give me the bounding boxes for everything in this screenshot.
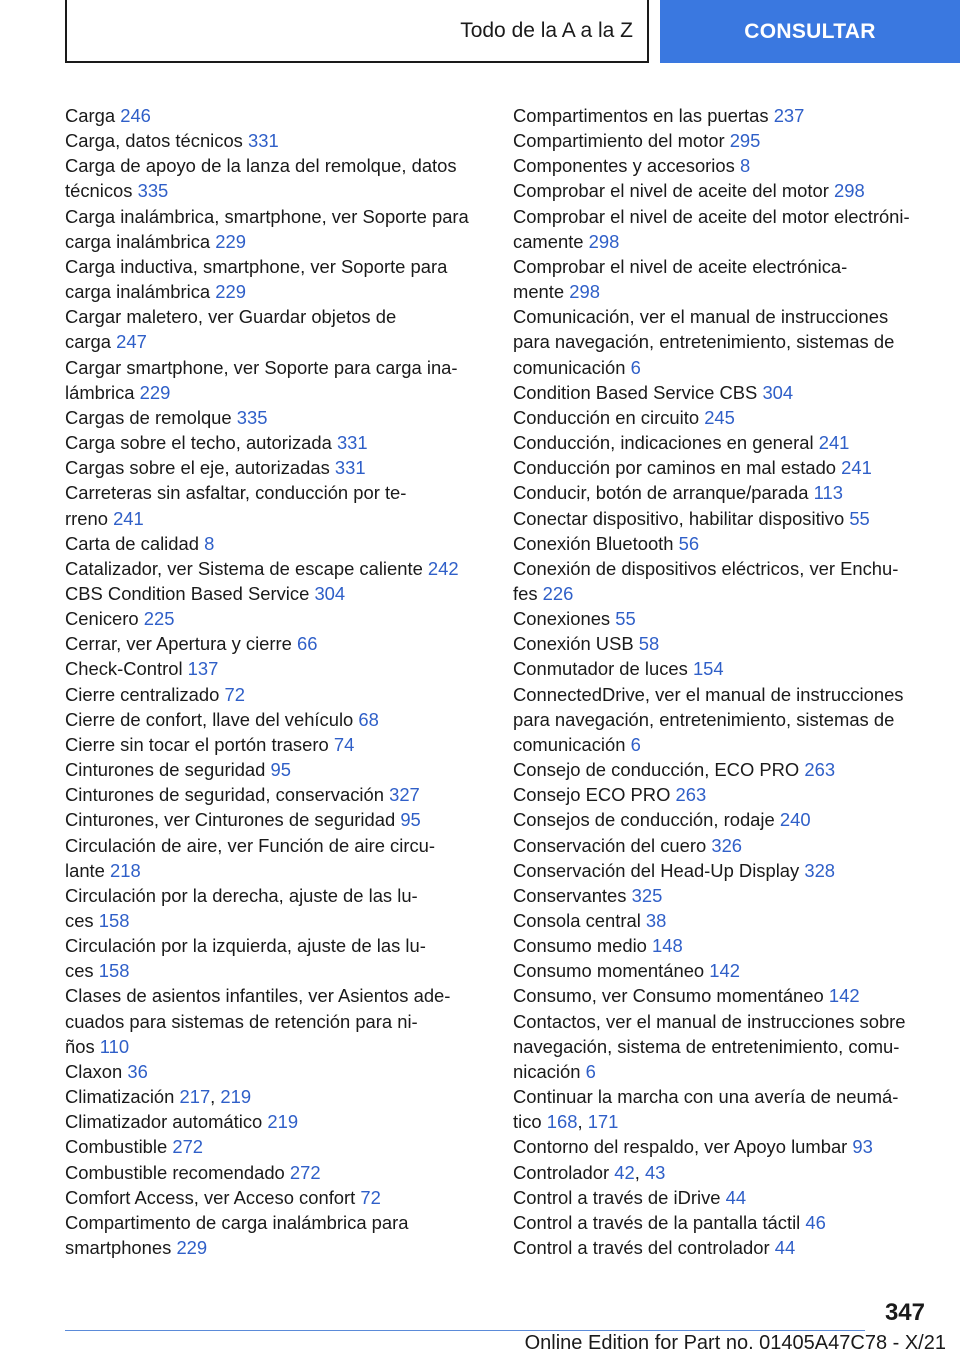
- index-entry: [513, 128, 933, 153]
- page-link[interactable]: 142: [709, 960, 740, 982]
- index-entry: [65, 883, 495, 933]
- page-link[interactable]: 229: [215, 281, 246, 303]
- index-entry-text: ces: [65, 960, 94, 982]
- index-entry-text: navegación, sistema de entretenimiento, comu-: [513, 1035, 900, 1057]
- index-entry-text: Conducción en circuito: [513, 406, 700, 428]
- index-entry: [65, 682, 495, 707]
- index-entry: [65, 1160, 495, 1185]
- index-column-left: [65, 103, 495, 1260]
- index-entry-text: comunicación: [513, 733, 626, 755]
- index-entry-text: Cargas sobre el eje, autorizadas: [65, 457, 330, 479]
- index-entry: [65, 254, 495, 304]
- page-link[interactable]: 154: [692, 658, 724, 680]
- index-entry: [513, 178, 933, 203]
- index-entry: [513, 983, 933, 1008]
- page-link[interactable]: 95: [400, 809, 421, 831]
- index-entry-text: para navegación, entretenimiento, sistemas de: [513, 708, 895, 730]
- index-entry-text: Carga sobre el techo, autorizada: [65, 432, 332, 454]
- index-entry-text: Climatización: [65, 1086, 175, 1108]
- page-link[interactable]: 66: [297, 633, 318, 655]
- index-entry: [65, 707, 495, 732]
- index-entry: [65, 983, 495, 1058]
- page-link[interactable]: 229: [139, 381, 171, 403]
- index-entry: [513, 254, 933, 304]
- index-entry: [513, 656, 933, 681]
- page-link[interactable]: 168: [546, 1111, 578, 1133]
- page-link[interactable]: 240: [779, 809, 811, 831]
- index-entry-text: Componentes y accesorios: [513, 155, 735, 177]
- index-entry: [513, 204, 933, 254]
- index-entry: [513, 958, 933, 983]
- page-link[interactable]: 304: [762, 381, 794, 403]
- page-link[interactable]: 229: [176, 1237, 208, 1259]
- page-link[interactable]: 335: [236, 406, 268, 428]
- index-entry-text: Carga inalámbrica, smartphone, ver Soporte para: [65, 205, 469, 227]
- page-link[interactable]: 263: [804, 759, 836, 781]
- index-entry-text: Cargar maletero, ver Guardar objetos de: [65, 306, 397, 328]
- page-link[interactable]: 298: [834, 180, 865, 202]
- index-entry-text: ConnectedDrive, ver el manual de instrucciones: [513, 683, 904, 705]
- index-entry-text: carga inalámbrica: [65, 281, 211, 303]
- index-entry: [513, 933, 933, 958]
- page-link[interactable]: 304: [314, 582, 346, 604]
- page-link[interactable]: 218: [110, 859, 141, 881]
- index-column-right: [513, 103, 933, 1260]
- index-entry: [65, 656, 495, 681]
- page-link[interactable]: 6: [630, 356, 641, 378]
- index-entry: [513, 1210, 933, 1235]
- index-entry-text: Cierre sin tocar el portón trasero: [65, 733, 329, 755]
- consult-tab-label: CONSULTAR: [744, 19, 876, 43]
- page-link[interactable]: 74: [333, 733, 355, 755]
- page-link[interactable]: 241: [113, 507, 144, 529]
- page-link[interactable]: 55: [849, 507, 870, 529]
- section-tab[interactable]: [65, 0, 649, 63]
- page-link[interactable]: 72: [224, 683, 245, 705]
- page-link[interactable]: 8: [739, 155, 751, 177]
- index-entry: [513, 606, 933, 631]
- page-link[interactable]: 241: [841, 457, 872, 479]
- index-entry: [65, 732, 495, 757]
- index-entry-text: Contorno del respaldo, ver Apoyo lumbar: [513, 1136, 848, 1158]
- index-entry-text: Consejo de conducción, ECO PRO: [513, 759, 800, 781]
- index-entry-text: Cargar smartphone, ver Soporte para carga ina-: [65, 356, 458, 378]
- consult-tab[interactable]: [660, 0, 960, 63]
- index-entry-text: Combustible: [65, 1136, 168, 1158]
- index-entry: [513, 757, 933, 782]
- page-link[interactable]: 93: [852, 1136, 873, 1158]
- index-entry: [513, 506, 933, 531]
- index-entry: [513, 833, 933, 858]
- index-entry-text: tico: [513, 1111, 542, 1133]
- index-entry-text: Carga inductiva, smartphone, ver Soporte para: [65, 255, 448, 277]
- index-entry-text: carga: [65, 331, 112, 353]
- index-entry: [65, 1059, 495, 1084]
- index-entry: [65, 103, 495, 128]
- footer-divider: [65, 1330, 865, 1331]
- page-link[interactable]: 6: [630, 733, 641, 755]
- index-entry-text: Conectar dispositivo, habilitar dispositivo: [513, 507, 845, 529]
- page-link[interactable]: 6: [585, 1060, 596, 1082]
- page-link[interactable]: 142: [828, 985, 860, 1007]
- index-entry: [513, 304, 933, 379]
- index-entry-text: Climatizador automático: [65, 1111, 263, 1133]
- index-entry: [513, 455, 933, 480]
- index-entry-text: Conducir, botón de arranque/parada: [513, 482, 809, 504]
- index-entry-text: Conexión USB: [513, 633, 634, 655]
- index-entry-text: Carreteras sin asfaltar, conducción por te-: [65, 482, 407, 504]
- index-entry-text: Combustible recomendado: [65, 1161, 285, 1183]
- page-link[interactable]: 295: [729, 130, 761, 152]
- page-link[interactable]: 328: [804, 859, 836, 881]
- index-entry-text: ces: [65, 910, 94, 931]
- index-entry-text: Compartimiento del motor: [513, 130, 725, 152]
- index-entry-text: Compartimentos en las puertas: [513, 105, 769, 126]
- index-entry-text: CBS Condition Based Service: [65, 582, 310, 604]
- index-entry-text: Cierre de confort, llave del vehículo: [65, 708, 354, 730]
- page-link[interactable]: 148: [652, 935, 683, 957]
- page-link[interactable]: 331: [334, 457, 366, 479]
- index-entry-text: Comprobar el nivel de aceite electrónica-: [513, 255, 848, 277]
- index-entry-text: Contactos, ver el manual de instrucciones sobre: [513, 1010, 906, 1032]
- index-entry-text: Clases de asientos infantiles, ver Asientos ade-: [65, 985, 451, 1007]
- index-entry-text: Conservación del cuero: [513, 834, 707, 856]
- index-entry: [513, 556, 933, 606]
- index-entry: [513, 480, 933, 505]
- page-link[interactable]: 95: [270, 759, 291, 781]
- page-link[interactable]: 298: [588, 230, 620, 252]
- index-entry: [65, 1185, 495, 1210]
- index-entry: Controlador 42, 43: [513, 1161, 666, 1183]
- page-link[interactable]: 272: [172, 1136, 204, 1158]
- page-link[interactable]: 8: [204, 532, 215, 554]
- index-entry-text: cuados para sistemas de retención para ni-: [65, 1010, 418, 1032]
- index-entry: [513, 908, 933, 933]
- page-link[interactable]: 327: [389, 784, 420, 806]
- index-entry: [65, 606, 495, 631]
- page-link[interactable]: 158: [98, 910, 130, 931]
- index-entry: [513, 531, 933, 556]
- index-entry-text: Carga de apoyo de la lanza del remolque, datos: [65, 155, 457, 177]
- index-entry: [65, 405, 495, 430]
- page-link[interactable]: 217: [179, 1086, 211, 1108]
- index-entry-text: comunicación: [513, 356, 626, 378]
- index-entry: Continuar la marcha con una avería de neumá- tico 168, 171: [513, 1086, 899, 1133]
- page-link[interactable]: 38: [645, 910, 667, 931]
- index-entry-text: Consumo medio: [513, 935, 647, 957]
- index-entry: [65, 782, 495, 807]
- index-entry-text: Cinturones de seguridad: [65, 759, 266, 781]
- index-entry-text: Conservación del Head-Up Display: [513, 859, 800, 881]
- index-entry: [65, 1109, 495, 1134]
- index-entry-text: Comunicación, ver el manual de instrucciones: [513, 306, 889, 328]
- index-entry-text: Conservantes: [513, 884, 627, 906]
- index-entry-text: Cinturones de seguridad, conservación: [65, 784, 384, 806]
- index-entry-text: Control a través del controlador: [513, 1237, 770, 1259]
- index-entry-text: Cinturones, ver Cinturones de seguridad: [65, 809, 396, 831]
- index-entry: [65, 153, 495, 203]
- page-link[interactable]: 241: [818, 432, 850, 454]
- page-link[interactable]: 325: [631, 884, 663, 906]
- page-link[interactable]: 44: [774, 1237, 796, 1259]
- page-link[interactable]: 219: [267, 1111, 299, 1133]
- page-link[interactable]: 331: [336, 432, 368, 454]
- index-entry-text: Control a través de iDrive: [513, 1186, 721, 1208]
- page-link[interactable]: 36: [127, 1060, 148, 1082]
- index-entry-text: Controlador: [513, 1161, 610, 1183]
- section-tab-label: Todo de la A a la Z: [460, 18, 633, 42]
- index-entry: [65, 1134, 495, 1159]
- index-entry: [65, 581, 495, 606]
- index-entry-text: Carga: [65, 105, 116, 126]
- index-entry-text: rreno: [65, 507, 108, 529]
- index-entry: [513, 782, 933, 807]
- index-entry-text: Conexiones: [513, 608, 611, 630]
- page-link[interactable]: 326: [711, 834, 743, 856]
- index-entry-text: Compartimento de carga inalámbrica para: [65, 1211, 409, 1233]
- page-link[interactable]: 226: [542, 582, 574, 604]
- index-entry-text: Cenicero: [65, 608, 139, 630]
- index-entry: [65, 204, 495, 254]
- index-entry: [513, 430, 933, 455]
- index-entry-text: Circulación de aire, ver Función de aire circu-: [65, 834, 436, 856]
- page-link[interactable]: 158: [98, 960, 130, 982]
- index-entry: [65, 430, 495, 455]
- index-entry-text: Comfort Access, ver Acceso confort: [65, 1186, 356, 1208]
- index-entry-text: mente: [513, 281, 565, 303]
- page-link[interactable]: 242: [427, 557, 459, 579]
- index-entry: [513, 380, 933, 405]
- index-entry: [513, 807, 933, 832]
- index-entry: [65, 933, 495, 983]
- index-entry: [513, 883, 933, 908]
- index-entry: [65, 833, 495, 883]
- index-entry: [65, 807, 495, 832]
- page-link[interactable]: 335: [137, 180, 169, 202]
- index-entry-text: técnicos: [65, 180, 133, 202]
- page-link[interactable]: 171: [587, 1111, 619, 1133]
- page-link[interactable]: 298: [569, 281, 600, 303]
- index-entry: [513, 153, 933, 178]
- index-entry: [65, 355, 495, 405]
- page-link[interactable]: 137: [187, 658, 219, 680]
- index-entry-text: Conducción por caminos en mal estado: [513, 457, 837, 479]
- page-link[interactable]: 247: [116, 331, 147, 353]
- index-entry: [65, 480, 495, 530]
- index-entry-text: Control a través de la pantalla táctil: [513, 1211, 801, 1233]
- page-link[interactable]: 113: [813, 482, 843, 504]
- page-link[interactable]: 43: [644, 1161, 666, 1183]
- index-entry-text: Cargas de remolque: [65, 406, 232, 428]
- index-entry-text: Cierre centralizado: [65, 683, 220, 705]
- index-entry: [65, 304, 495, 354]
- footer: [0, 1332, 960, 1355]
- index-entry-text: Comprobar el nivel de aceite del motor electróni-: [513, 205, 910, 227]
- index-entry-text: lante: [65, 859, 105, 881]
- page-link[interactable]: 56: [678, 532, 700, 554]
- page-link[interactable]: 110: [99, 1035, 130, 1057]
- index-entry: [513, 1009, 933, 1084]
- index-entry-text: para navegación, entretenimiento, sistemas de: [513, 331, 895, 353]
- index-entry-text: Carta de calidad: [65, 532, 199, 554]
- index-entry-text: Consumo, ver Consumo momentáneo: [513, 985, 824, 1007]
- page-link[interactable]: 219: [220, 1086, 252, 1108]
- footer-edition-text: Online Edition for Part no. 01405A47C78 - X/21: [524, 1332, 946, 1354]
- index-entry-text: Conexión Bluetooth: [513, 532, 674, 554]
- index-entry: Climatización 217, 219: [65, 1086, 252, 1108]
- index-entry: [65, 1210, 495, 1260]
- page-link[interactable]: 245: [704, 406, 735, 428]
- index-entry-text: Conexión de dispositivos eléctricos, ver Enchu-: [513, 557, 899, 579]
- index-entry-text: Carga, datos técnicos: [65, 130, 243, 152]
- index-entry-text: Comprobar el nivel de aceite del motor: [513, 180, 829, 202]
- index-entry: [65, 455, 495, 480]
- index-entry-text: Cerrar, ver Apertura y cierre: [65, 633, 292, 655]
- index-entry-text: ños: [65, 1035, 95, 1057]
- index-entry: [513, 1134, 933, 1159]
- index-entry: [513, 1185, 933, 1210]
- index-entry: [65, 128, 495, 153]
- page-link[interactable]: 42: [614, 1161, 635, 1183]
- index-entry: [513, 858, 933, 883]
- index-entry: [513, 1235, 933, 1260]
- index-entry-text: Consumo momentáneo: [513, 960, 705, 982]
- page-link[interactable]: 246: [120, 105, 151, 126]
- page-link[interactable]: 331: [248, 130, 279, 152]
- index-entry-text: Condition Based Service CBS: [513, 381, 758, 403]
- index-entry-text: Consola central: [513, 910, 641, 931]
- index-entry-text: Circulación por la derecha, ajuste de las lu-: [65, 884, 418, 906]
- page-link[interactable]: 55: [615, 608, 636, 630]
- index-entry-text: nicación: [513, 1060, 581, 1082]
- index-entry: [513, 405, 933, 430]
- page-link[interactable]: 72: [360, 1186, 381, 1208]
- index-entry: [513, 103, 933, 128]
- page-link[interactable]: 263: [675, 784, 707, 806]
- page-link[interactable]: 58: [638, 633, 660, 655]
- page-link[interactable]: 46: [805, 1211, 826, 1233]
- index-entry-text: Conducción, indicaciones en general: [513, 432, 814, 454]
- index-entry-text: Consejos de conducción, rodaje: [513, 809, 775, 831]
- page-link[interactable]: 44: [725, 1186, 747, 1208]
- index-entry-text: Catalizador, ver Sistema de escape caliente: [65, 557, 423, 579]
- index-entry-text: Continuar la marcha con una avería de neumá-: [513, 1086, 899, 1108]
- page-link[interactable]: 272: [289, 1161, 321, 1183]
- index-entry: [65, 631, 495, 656]
- index-entry-text: smartphones: [65, 1237, 172, 1259]
- index-entry-text: Claxon: [65, 1060, 123, 1082]
- index-entry-text: Check-Control: [65, 658, 183, 680]
- page-link[interactable]: 237: [773, 105, 805, 126]
- index-entry-text: carga inalámbrica: [65, 230, 211, 252]
- index-entry: [65, 531, 495, 556]
- index-entry-text: lámbrica: [65, 381, 135, 403]
- index-entry: [65, 757, 495, 782]
- page-link[interactable]: 229: [215, 230, 246, 252]
- page-link[interactable]: 225: [143, 608, 175, 630]
- index-entry-text: Conmutador de luces: [513, 658, 688, 680]
- index-entry: [513, 631, 933, 656]
- index-entry: [65, 556, 495, 581]
- page-link[interactable]: 68: [358, 708, 379, 730]
- index-entry-text: camente: [513, 230, 584, 252]
- index-entry-text: fes: [513, 582, 538, 604]
- index-entry-text: Circulación por la izquierda, ajuste de las lu-: [65, 935, 426, 957]
- index-entry-text: Consejo ECO PRO: [513, 784, 671, 806]
- index-entry: [513, 682, 933, 757]
- page-number: 347: [884, 1299, 925, 1326]
